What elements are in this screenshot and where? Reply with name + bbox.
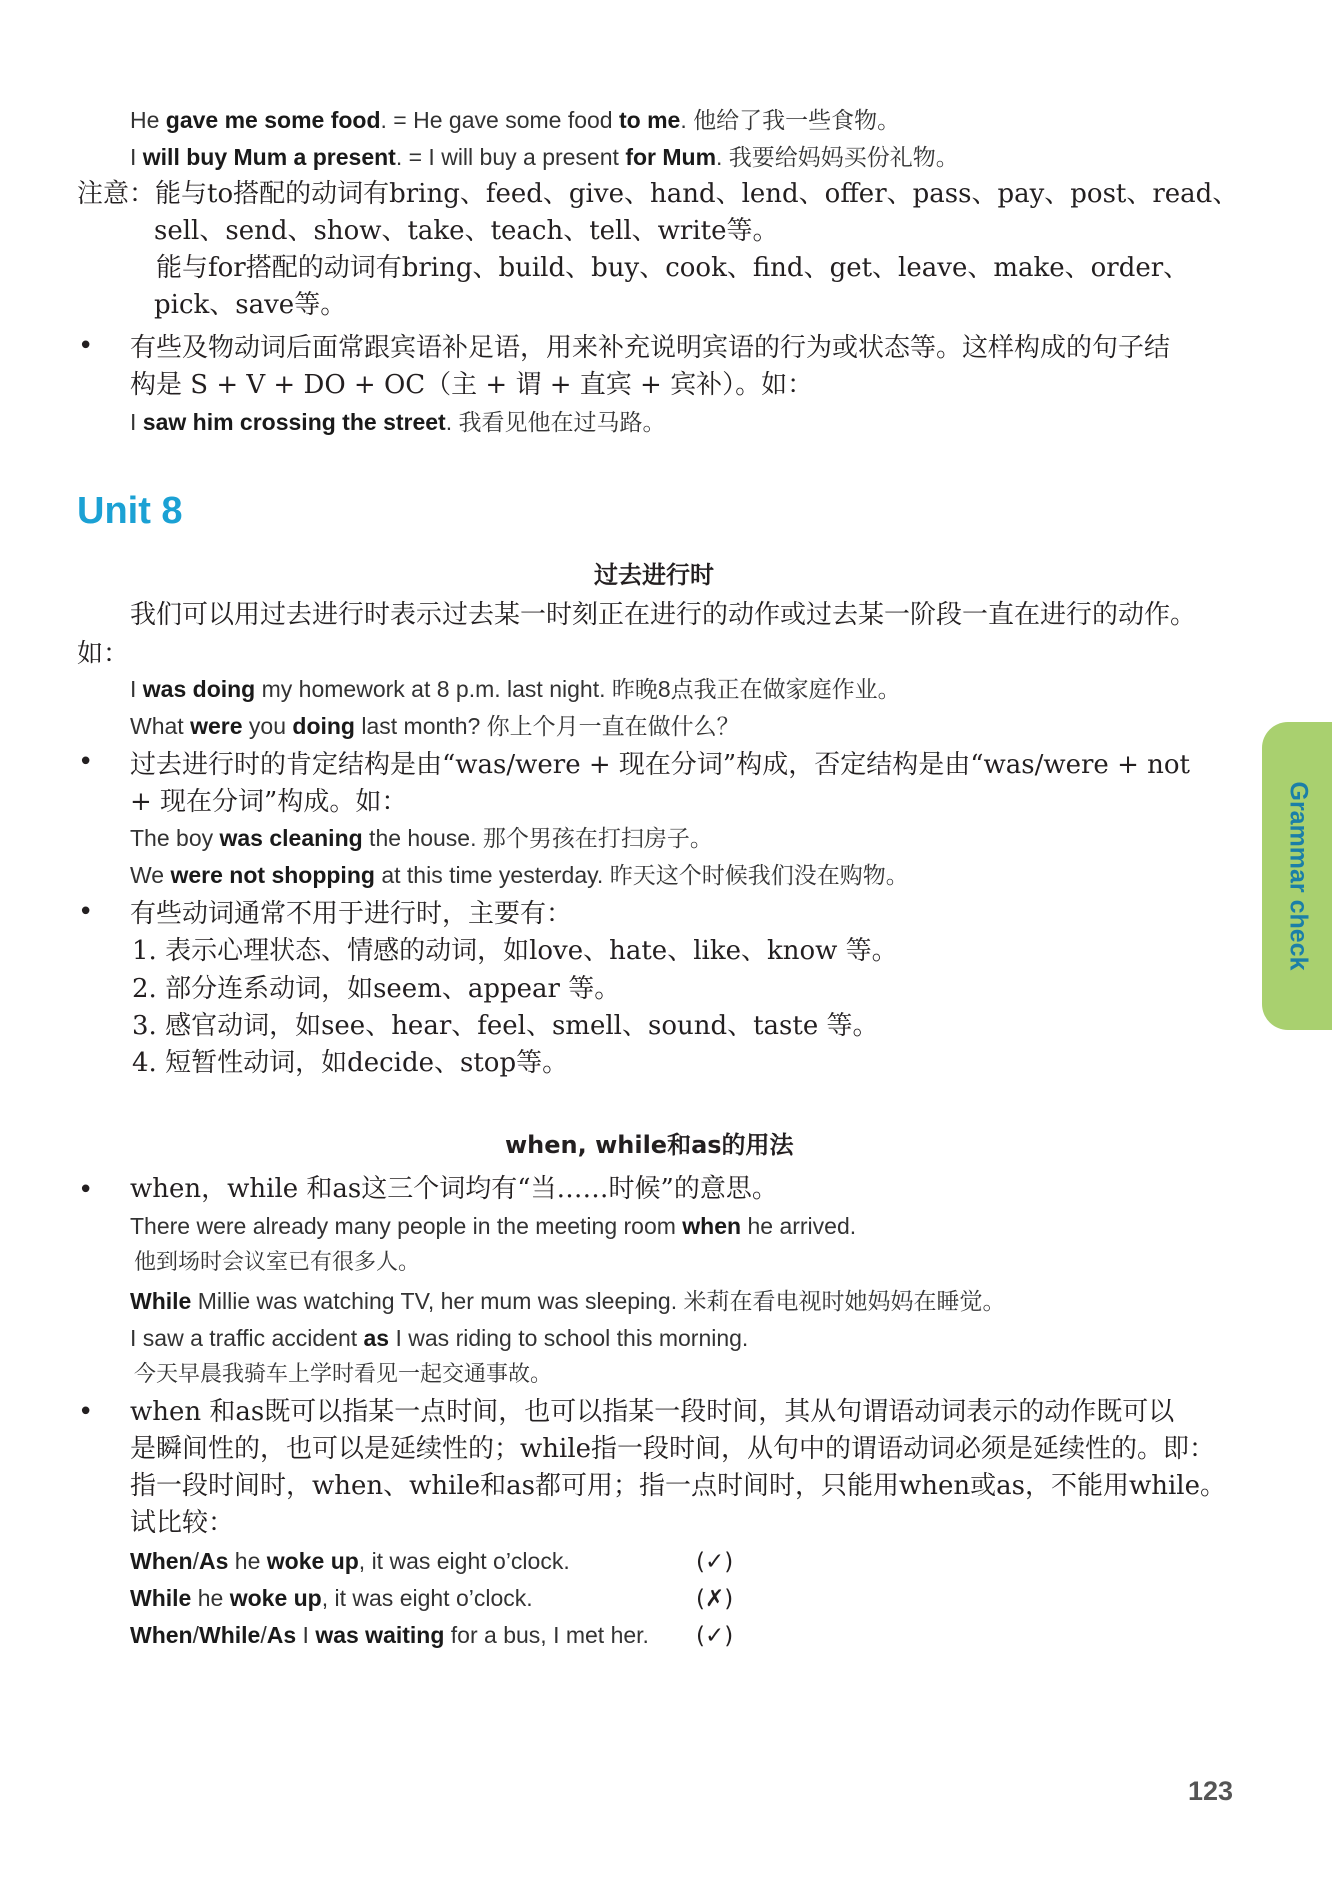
translation-text: 他到场时会议室已有很多人。: [134, 1250, 421, 1275]
bullet-point: •: [78, 897, 94, 927]
bullet-point: •: [78, 1397, 94, 1427]
example-sentence: While Millie was watching TV, her mum was sleeping. 米莉在看电视时她妈妈在睡觉。: [130, 1288, 1006, 1314]
example-sentence: There were already many people in the meeting room when he arrived.: [130, 1213, 857, 1239]
example-sentence: I saw him crossing the street. 我看见他在过马路。: [130, 409, 666, 435]
rule-text: 有些及物动词后面常跟宾语补足语，用来补充说明宾语的行为或状态等。这样构成的句子结: [130, 333, 1171, 363]
bullet-point: •: [78, 1175, 94, 1205]
note-text: sell、send、show、take、teach、tell、write等。: [154, 216, 779, 246]
rule-text: 是瞬间性的，也可以是延续性的；while指一段时间，从句中的谓语动词必须是延续性的。即：: [130, 1434, 1216, 1464]
translation-text: 今天早晨我骑车上学时看见一起交通事故。: [134, 1362, 553, 1387]
bullet-point: •: [78, 747, 94, 777]
correct-mark: (✓): [696, 1623, 734, 1649]
grammar-check-label: Grammar check: [1284, 781, 1313, 971]
example-sentence: I saw a traffic accident as I was riding to school this morning.: [130, 1325, 749, 1351]
intro-text: 如：: [77, 639, 130, 669]
comparison-example: While he woke up, it was eight o’clock.: [130, 1585, 533, 1611]
example-sentence: I was doing my homework at 8 p.m. last night. 昨晚8点我正在做家庭作业。: [130, 676, 901, 702]
comparison-example: When/As he woke up, it was eight o’clock.: [130, 1548, 570, 1574]
list-item: 2. 部分连系动词，如seem、appear 等。: [132, 974, 621, 1004]
list-item: 4. 短暂性动词，如decide、stop等。: [132, 1048, 569, 1078]
rule-text: 过去进行时的肯定结构是由“was/were + 现在分词”构成，否定结构是由“was/were + not: [130, 750, 1190, 780]
note-text: pick、save等。: [154, 290, 347, 320]
bullet-point: •: [78, 331, 94, 361]
example-sentence: The boy was cleaning the house. 那个男孩在打扫房子。: [130, 825, 713, 851]
list-item: 1. 表示心理状态、情感的动词，如love、hate、like、know 等。: [132, 936, 898, 966]
unit-title: Unit 8: [77, 490, 183, 532]
rule-text: when，while 和as这三个词均有“当……时候”的意思。: [130, 1174, 778, 1204]
rule-text: 有些动词通常不用于进行时，主要有：: [130, 899, 573, 929]
rule-text: 试比较：: [130, 1508, 235, 1538]
page-number: 123: [1188, 1776, 1234, 1806]
rule-text: 构是 S + V + DO + OC（主 + 谓 + 直宾 + 宾补）。如：: [130, 370, 814, 400]
rule-text: when 和as既可以指某一点时间，也可以指某一段时间，其从句谓语动词表示的动作既可以: [130, 1397, 1175, 1427]
example-sentence: We were not shopping at this time yesterday. 昨天这个时候我们没在购物。: [130, 862, 909, 888]
comparison-example: When/While/As I was waiting for a bus, I met her.: [130, 1622, 649, 1648]
incorrect-mark: (✗): [696, 1586, 734, 1612]
intro-text: 我们可以用过去进行时表示过去某一时刻正在进行的动作或过去某一阶段一直在进行的动作。: [130, 600, 1197, 630]
note-text: 注意：能与to搭配的动词有bring、feed、give、hand、lend、offer、pass、pay、post、read、: [77, 179, 1239, 209]
rule-text: 指一段时间时，when、while和as都可用；指一点时间时，只能用when或as，不能用while。: [130, 1471, 1226, 1501]
list-item: 3. 感官动词，如see、hear、feel、smell、sound、taste 等。: [132, 1011, 879, 1041]
example-sentence: What were you doing last month? 你上个月一直在做什么？: [130, 713, 740, 739]
note-text: 能与for搭配的动词有bring、build、buy、cook、find、get、leave、make、order、: [156, 253, 1190, 283]
rule-text: + 现在分词”构成。如：: [130, 787, 408, 817]
example-sentence: He gave me some food. = He gave some food to me. 他给了我一些食物。: [130, 107, 901, 133]
section-title: when, while和as的用法: [505, 1131, 794, 1159]
example-sentence: I will buy Mum a present. = I will buy a present for Mum. 我要给妈妈买份礼物。: [130, 144, 959, 170]
correct-mark: (✓): [696, 1549, 734, 1575]
section-title: 过去进行时: [594, 561, 714, 589]
